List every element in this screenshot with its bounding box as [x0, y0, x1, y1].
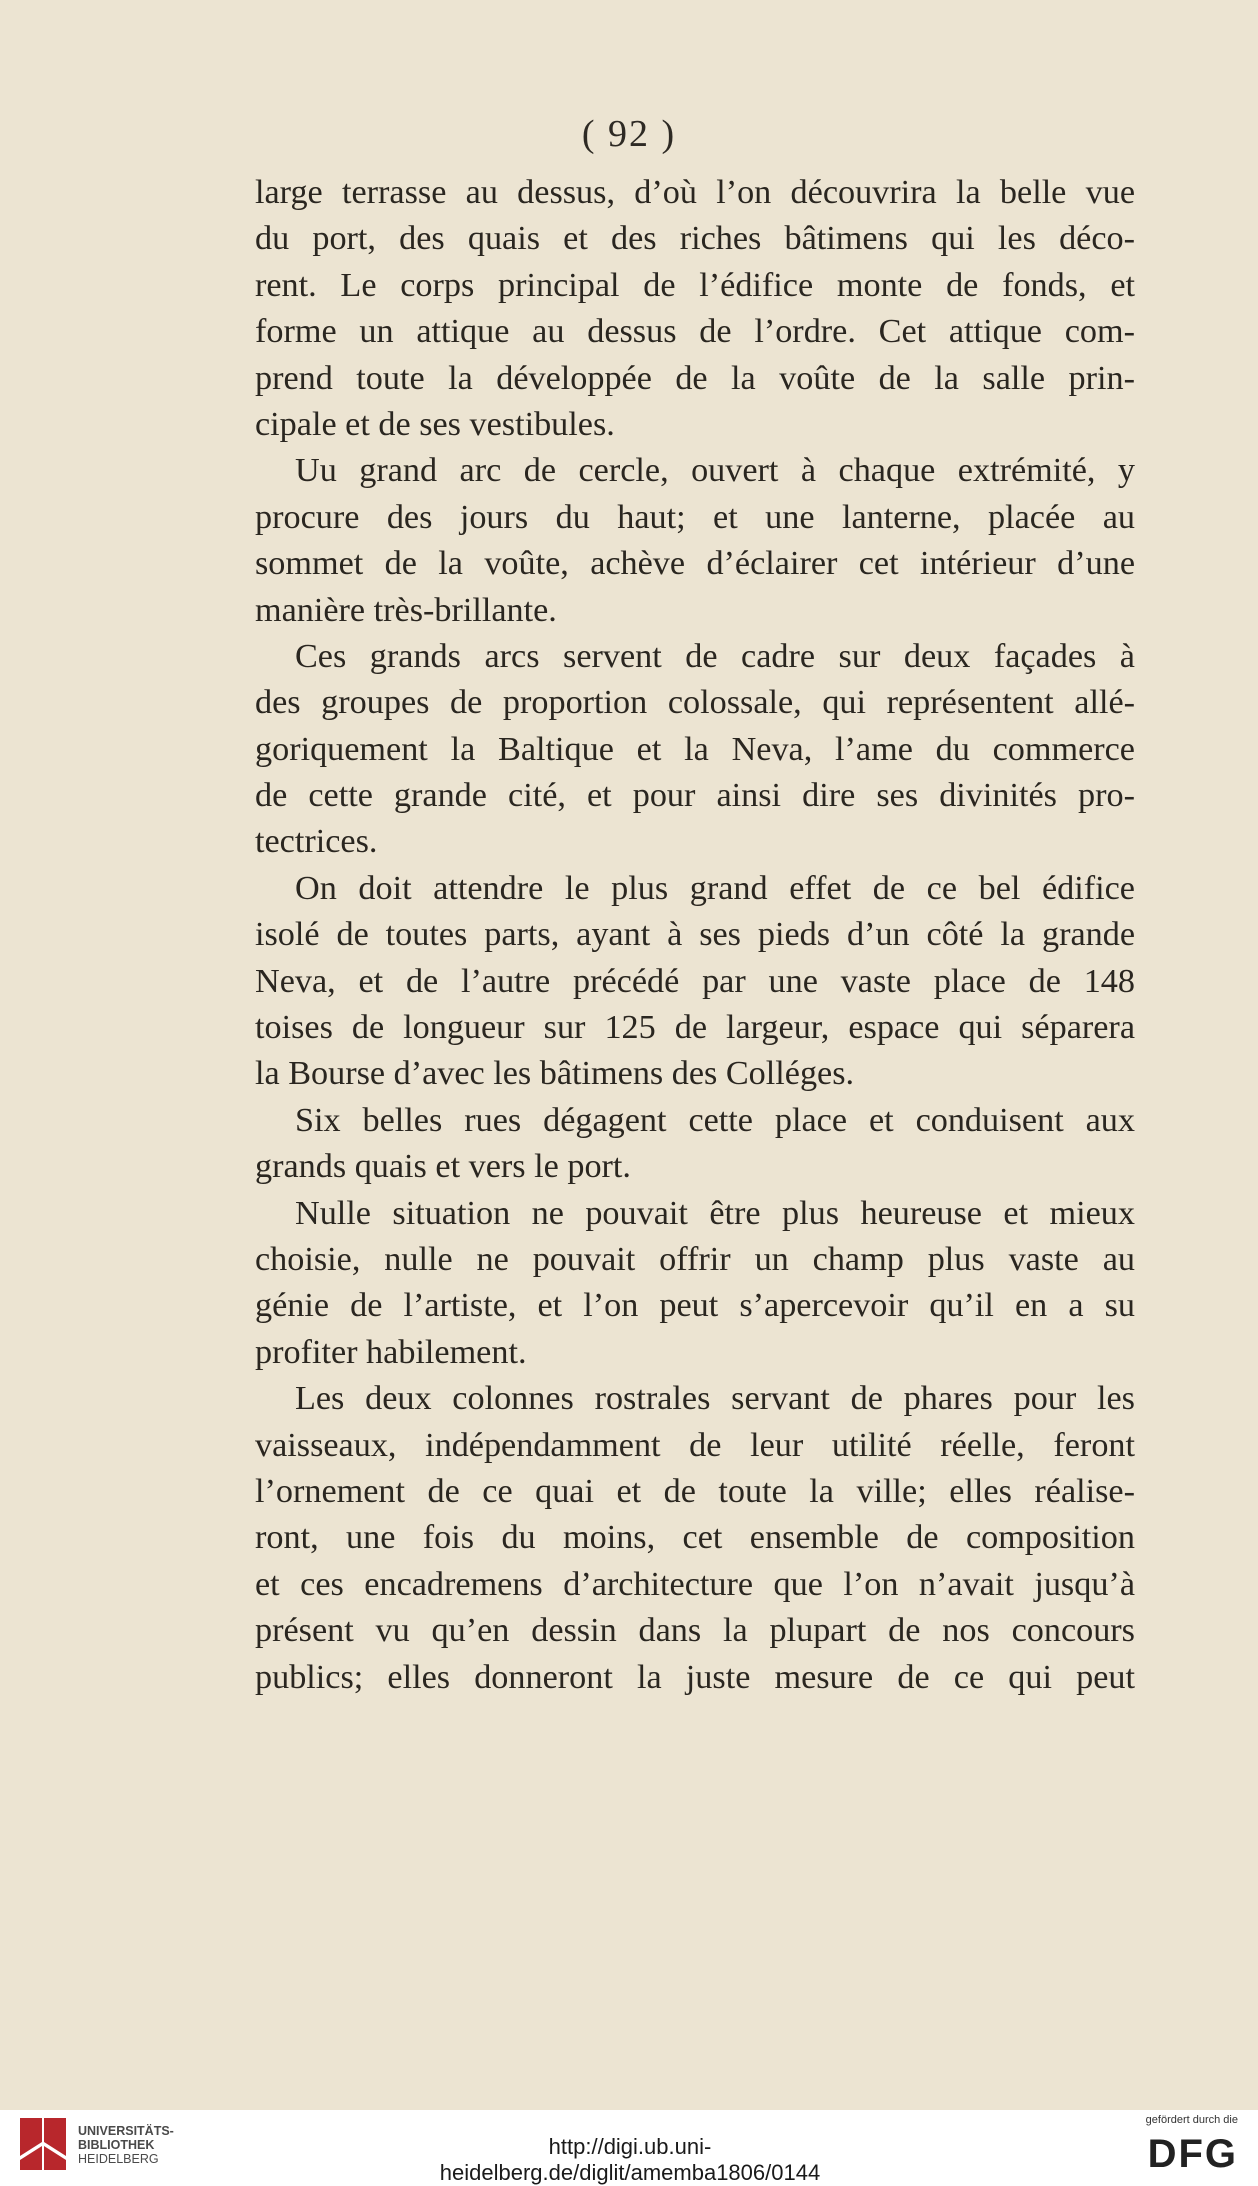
- text-line: rent. Le corps principal de l’édifice monte de fonds, et: [255, 266, 1135, 304]
- dfg-logo: DFG: [1147, 2132, 1238, 2176]
- text-line: tectrices.: [255, 823, 378, 861]
- permalink[interactable]: http://digi.ub.uni-heidelberg.de/diglit/amemba1806/0144: [439, 2134, 821, 2185]
- library-name-line: UNIVERSITÄTS-: [78, 2124, 174, 2138]
- text-line: procure des jours du haut; et une lanterne, placée au: [255, 498, 1135, 536]
- text-line: Neva, et de l’autre précédé par une vaste place de 148: [255, 962, 1135, 1000]
- text-line: Ces grands arcs servent de cadre sur deux façades à: [295, 637, 1135, 675]
- text-line: ront, une fois du moins, cet ensemble de composition: [255, 1519, 1135, 1557]
- library-name-line: BIBLIOTHEK: [78, 2138, 155, 2152]
- text-line: des groupes de proportion colossale, qui représentent allé-: [255, 684, 1135, 722]
- text-line: toises de longueur sur 125 de largeur, espace qui séparera: [255, 1009, 1135, 1047]
- text-line: isolé de toutes parts, ayant à ses pieds d’un côté la grande: [255, 916, 1135, 954]
- text-line: large terrasse au dessus, d’où l’on découvrira la belle vue: [255, 174, 1135, 211]
- page-number: ( 92 ): [581, 113, 677, 155]
- text-line: publics; elles donneront la juste mesure de ce qui peut: [255, 1658, 1135, 1696]
- text-line: grands quais et vers le port.: [255, 1148, 631, 1186]
- library-name: [78, 2124, 174, 2166]
- text-line: la Bourse d’avec les bâtimens des Colléges.: [255, 1055, 855, 1093]
- text-line: choisie, nulle ne pouvait offrir un champ plus vaste au: [255, 1240, 1135, 1278]
- text-line: manière très-brillante.: [255, 591, 557, 629]
- text-line: l’ornement de ce quai et de toute la ville; elles réalise-: [255, 1472, 1135, 1510]
- text-line: et ces encadremens d’architecture que l’on n’avait jusqu’à: [255, 1565, 1135, 1603]
- text-line: prend toute la développée de la voûte de la salle prin-: [255, 359, 1135, 397]
- text-line: du port, des quais et des riches bâtimens qui les déco-: [255, 220, 1135, 258]
- text-line: Uu grand arc de cercle, ouvert à chaque extrémité, y: [295, 452, 1135, 490]
- funding-note: gefördert durch die: [1145, 2114, 1238, 2126]
- text-line: présent vu qu’en dessin dans la plupart de nos concours: [255, 1612, 1135, 1650]
- text-line: Nulle situation ne pouvait être plus heureuse et mieux: [295, 1194, 1135, 1232]
- text-line: cipale et de ses vestibules.: [255, 405, 615, 443]
- library-name-line: HEIDELBERG: [78, 2152, 159, 2166]
- library-logo-icon: [12, 2112, 72, 2176]
- text-line: forme un attique au dessus de l’ordre. Cet attique com-: [255, 313, 1135, 351]
- text-line: vaisseaux, indépendamment de leur utilité réelle, feront: [255, 1426, 1135, 1464]
- text-line: On doit attendre le plus grand effet de ce bel édifice: [295, 869, 1135, 907]
- text-line: Six belles rues dégagent cette place et conduisent aux: [295, 1101, 1135, 1139]
- page-text: [255, 170, 1135, 1701]
- text-line: goriquement la Baltique et la Neva, l’ame du commerce: [255, 730, 1135, 768]
- text-line: profiter habilement.: [255, 1333, 527, 1371]
- text-line: sommet de la voûte, achève d’éclairer cet intérieur d’une: [255, 545, 1135, 583]
- text-line: de cette grande cité, et pour ainsi dire ses divinités pro-: [255, 777, 1135, 815]
- text-line: génie de l’artiste, et l’on peut s’apercevoir qu’il en a su: [255, 1287, 1135, 1325]
- text-line: Les deux colonnes rostrales servant de phares pour les: [295, 1380, 1135, 1418]
